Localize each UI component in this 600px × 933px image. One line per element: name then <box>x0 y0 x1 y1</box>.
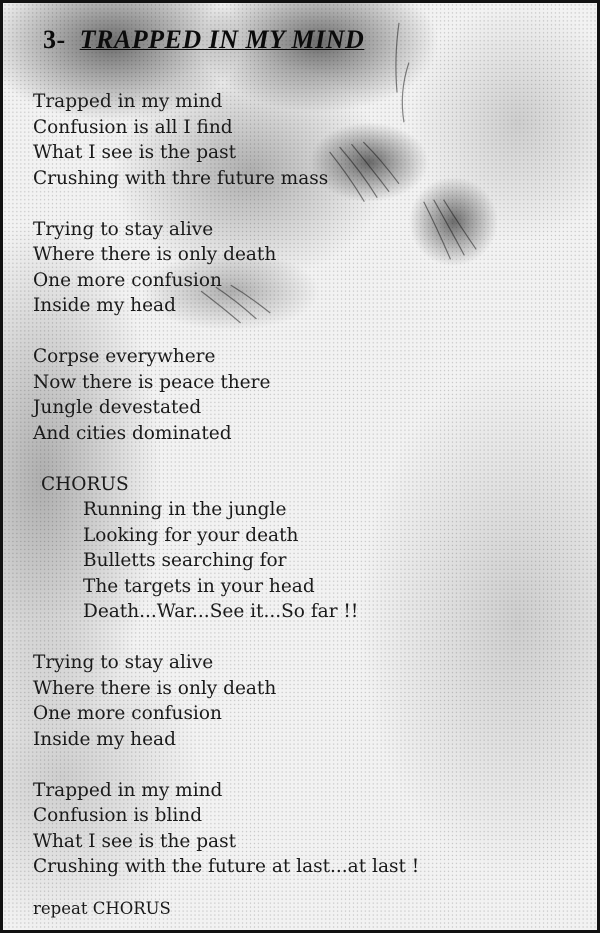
lyric-line: One more confusion <box>33 703 222 724</box>
lyric-line: Corpse everywhere <box>33 346 216 367</box>
chorus-label: CHORUS <box>41 473 129 495</box>
chorus-line: Running in the jungle <box>83 499 287 520</box>
lyric-line: Trapped in my mind <box>33 91 223 112</box>
song-title-text: TRAPPED IN MY MIND <box>79 25 365 54</box>
lyric-line: One more confusion <box>33 269 222 291</box>
stanza-4 <box>33 650 573 752</box>
lyric-line: Jungle devestated <box>33 397 202 418</box>
lyric-line: Now there is peace there <box>33 371 271 393</box>
lyric-line: And cities dominated <box>33 422 232 444</box>
stanza-3 <box>33 344 573 446</box>
stanza-5 <box>33 778 573 880</box>
song-title <box>43 25 364 55</box>
chorus-line: The targets in your head <box>83 575 315 597</box>
chorus-line: Death...War...See it...So far !! <box>83 601 359 622</box>
lyric-line: Inside my head <box>33 295 176 316</box>
lyrics-body <box>33 89 573 921</box>
lyric-line: Trying to stay alive <box>33 218 214 240</box>
chorus-lines <box>33 497 573 625</box>
lyric-line: What I see is the past <box>33 830 237 852</box>
stanza-2 <box>33 217 573 319</box>
lyric-line: Crushing with thre future mass <box>33 167 329 189</box>
lyric-line: Where there is only death <box>33 677 277 699</box>
lyric-line: Inside my head <box>33 728 176 750</box>
lyric-line: Crushing with the future at last...at last ! <box>33 856 420 877</box>
chorus <box>33 472 573 625</box>
lyric-line: Trapped in my mind <box>33 779 223 801</box>
lyric-line: What I see is the past <box>33 142 237 163</box>
stanza-1 <box>33 89 573 191</box>
song-number: 3- <box>43 25 66 54</box>
lyric-line: Confusion is all I find <box>33 116 233 138</box>
lyric-line: Confusion is blind <box>33 805 203 826</box>
chorus-line: Looking for your death <box>83 524 299 546</box>
lyric-line: Where there is only death <box>33 244 277 265</box>
chorus-line: Bulletts searching for <box>83 550 287 571</box>
repeat-chorus-note: repeat CHORUS <box>33 898 171 918</box>
lyric-line: Trying to stay alive <box>33 652 214 673</box>
